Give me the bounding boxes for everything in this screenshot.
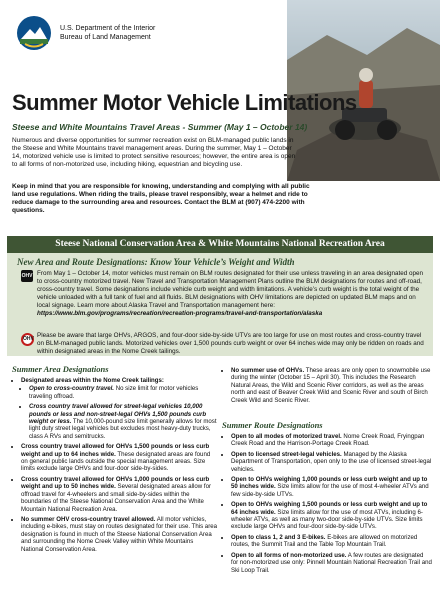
- panel-text-1: From May 1 – October 14, motor vehicles must remain on BLM routes designated for their use unless traveling in an area designated open to cross-country motorized travel. New Travel and Transportation Management Plans outline the BLM designations for routes and off-road, cross-country travel. Some designations include vehicle curb weight and width limitations. A vehicle’s curb weight is the total weight of the vehicle unloaded with a full tank of fuel and all fluids. BLM designations with OHV limitations are depicted on updated BLM maps and on local signage. Learn more about Alaska Travel and Transportation management here:: [37, 270, 424, 310]
- list-item: • No summer OHV cross-country travel allowed. All motor vehicles, including e-bikes, must stay on routes designated for their use. This area designation is found in much of the Steese National Conservation Area and surrounding the Nome Creek Valley within White Mountains National Conservation Area.: [21, 516, 217, 553]
- list-item: • Cross country travel allowed for OHVs 1,000 pounds or less curb weight and up to 50 inches wide. Several designated areas allow for offroad travel for 4-wheelers and small side-by-sides within the boundaries of the Steese National Conservation Area and the White Mountain National Recreation Area.: [21, 476, 217, 513]
- ohv-sign-icon: OHV: [21, 270, 33, 282]
- panel-heading: New Area and Route Designations: Know Your Vehicle’s Weight and Width: [17, 257, 295, 267]
- intro-text-1: Numerous and diverse opportunities for summer recreation exist on BLM-managed public lands in the Steese and White Mountains travel management areas. During the summer, May 1 – October 14, motorized vehicle use is limited to protect sensitive resources; however, the entire area is open to all forms of non-motorized use, including hiking, equestrian and bicycling use.: [12, 137, 296, 169]
- route-designations-heading: Summer Route Designations: [222, 420, 323, 430]
- list-item: • Open to all modes of motorized travel. Nome Creek Road, Fryingpan Creek Road and the Harrison-Portage Creek Road.: [231, 433, 432, 448]
- page-subtitle: Steese and White Mountains Travel Areas - Summer (May 1 – October 14): [12, 122, 308, 132]
- list-item: • Designated areas within the Nome Creek tailings: • Open to cross-country travel. No size limit for motor vehicles traveling offroad. • Cross country travel allowed for street-legal vehicles 10,000 pounds or less and non-street-legal OHVs 1,500 pounds curb weight or less. The 10,000-pound size limit generally allows for most light duty street legal vehicles but excludes most heavy-duty trucks, class A RVs and semitrucks.: [21, 377, 217, 440]
- list-item: • Open to all forms of non-motorized use. A few routes are designated for non-motorized use only: Pinnell Mountain National Recreation Trail and Ski Loop Trail.: [231, 552, 432, 574]
- list-item: • Open to OHVs weighing 1,000 pounds or less curb weight and up to 50 inches wide. Size limits allow for the use of most 4-wheeler ATVs and few side-by-side UTVs.: [231, 476, 432, 498]
- list-item: • Open to cross-country travel. No size limit for motor vehicles traveling offroad.: [29, 385, 217, 400]
- blm-logo-icon: [16, 15, 52, 51]
- panel-paragraph-2: Please be aware that large OHVs, ARGOS, and four-door side-by-side UTVs are too large for use on most routes and cross-country travel on BLM-managed public lands. Motorized vehicles over 1,500 pounds curb weight or over 64 inches wide may only be ridden on roads and within designated areas in the Nome Creek tailings.: [37, 332, 424, 356]
- list-item: • Open to class 1, 2 and 3 E-bikes. E-bikes are allowed on motorized routes, the Summit Trail and the Table Top Mountain Trail.: [231, 534, 432, 549]
- no-ohv-sign-icon: OHV: [21, 333, 34, 346]
- blm-travel-link[interactable]: https://www.blm.gov/programs/recreation/recreation-programs/travel-and-transportation/alaska: [37, 310, 323, 318]
- list-item: • Cross country travel allowed for OHVs 1,500 pounds or less curb weight and up to 64 inches wide. These designated areas are found on general public lands outside the special management areas. Size limits exclude large OHVs and four-door side-by-sides.: [21, 443, 217, 473]
- agency-line1: U.S. Department of the Interior: [60, 25, 156, 32]
- area-designations-list: [12, 377, 217, 556]
- area-designations-list-cont: [222, 367, 432, 407]
- intro-paragraph-2: [12, 183, 312, 218]
- intro-text-2: Keep in mind that you are responsible for knowing, understanding and complying with all public land use regulations. When riding the trails, please travel responsibly, wear a helmet and ride to reduce damage to the surrounding area and resources. Contact the BLM at (907) 474-2200 with questions.: [12, 183, 310, 215]
- agency-line2: Bureau of Land Management: [60, 34, 151, 41]
- panel-paragraph-1: [37, 270, 427, 319]
- designations-panel: [7, 253, 433, 356]
- list-item: • Cross country travel allowed for street-legal vehicles 10,000 pounds or less and non-street-legal OHVs 1,500 pounds curb weight or less. The 10,000-pound size limit generally allows for most light duty street legal vehicles but excludes most heavy-duty trucks, class A RVs and semitrucks.: [29, 403, 217, 440]
- page-title: Summer Motor Vehicle Limitations: [12, 90, 357, 115]
- route-designations-list: [222, 433, 432, 577]
- intro-paragraph: [12, 137, 297, 172]
- agency-block: [10, 12, 210, 54]
- list-item: • No summer use of OHVs. These areas are only open to snowmobile use during the winter (October 15 – April 30). This includes the Research Natural Areas, the Wild and Scenic River corridors, as well as the areas north and east of Beaver Creek Wild and Scenic River and south of Birch Creek Wild and Scenic River.: [231, 367, 432, 404]
- list-item: • Open to OHVs weighing 1,500 pounds or less curb weight and up to 64 inches wide. Size limits allow for the use of most ATVs, including 6-wheeler ATVs, as well as many two-door side-by-side UTVs. Size limits exclude large OHVs and four-door side-by-side UTVs.: [231, 501, 432, 531]
- section-banner: Steese National Conservation Area & White Mountains National Recreation Area: [7, 236, 433, 253]
- area-designations-heading: Summer Area Designations: [12, 364, 109, 374]
- list-item: • Open to licensed street-legal vehicles. Managed by the Alaska Department of Transportation, open only to the use of licensed street-legal vehicles.: [231, 451, 432, 473]
